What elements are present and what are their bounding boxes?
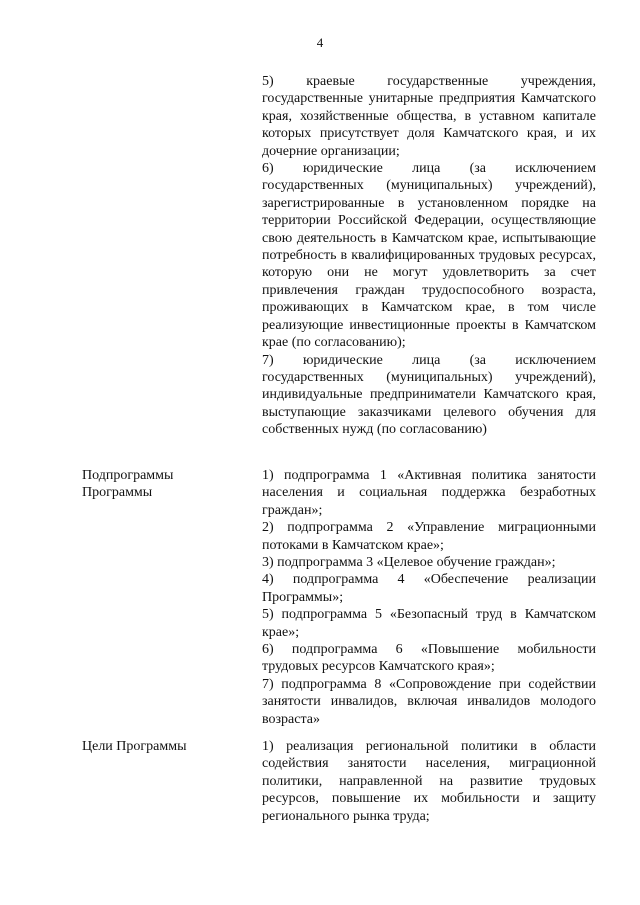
goals-content bbox=[262, 738, 596, 825]
page-number: 4 bbox=[316, 35, 324, 50]
subprograms-content bbox=[262, 467, 596, 728]
subprogram-item-4: 4) подпрограмма 4 «Обеспечение реализации Программы»; bbox=[262, 572, 596, 605]
subprogram-item-2: 2) подпрограмма 2 «Управление миграционными потоками в Камчатском крае»; bbox=[262, 520, 596, 553]
subprogram-item-7: 7) подпрограмма 8 «Сопровождение при содействии занятости инвалидов, включая инвалидов молодого возраста» bbox=[262, 676, 596, 727]
participant-item-7: 7) юридические лица (за исключением государственных (муниципальных) учреждений), индивидуальные предприниматели Камчатского края, выступающие заказчиками целевого обучения для собственных нужд (по согласованию) bbox=[262, 352, 596, 438]
subprogram-item-3: 3) подпрограмма 3 «Целевое обучение граждан»; bbox=[262, 555, 556, 571]
subprogram-item-1: 1) подпрограмма 1 «Активная политика занятости населения и социальная поддержка безработных граждан»; bbox=[262, 468, 596, 518]
subprogram-item-5: 5) подпрограмма 5 «Безопасный труд в Камчатском крае»; bbox=[262, 607, 596, 640]
goal-item-1: 1) реализация региональной политики в области содействия занятости населения, миграционной политики, направленной на развитие трудовых ресурсов, повышение их мобильности и защиту регионального рынка труда; bbox=[262, 739, 596, 824]
subprograms-label: Подпрограммы Программы bbox=[82, 468, 174, 501]
participant-item-5: 5) краевые государственные учреждения, государственные унитарные предприятия Камчатского края, хозяйственные общества, в уставном капитале которых присутствует доля Камчатского края, и их дочерние организации; bbox=[262, 74, 596, 159]
goals-label: Цели Программы bbox=[82, 739, 187, 754]
participant-item-6: 6) юридические лица (за исключением государственных (муниципальных) учреждений), зарегистрированные в установленном порядке на территории Российской Федерации, осуществляющие свою деятельность в Камчатском крае, испытывающие потребность в квалифицированных трудовых ресурсах, которую они не могут удовлетворить за счет привлечения граждан трудоспособного возраста, проживающих в Камчатском крае, в том числе реализующие инвестиционные проекты в Камчатском крае (по согласованию); bbox=[262, 161, 596, 351]
participants-content bbox=[262, 73, 596, 439]
subprogram-item-6: 6) подпрограмма 6 «Повышение мобильности трудовых ресурсов Камчатского края»; bbox=[262, 642, 596, 675]
